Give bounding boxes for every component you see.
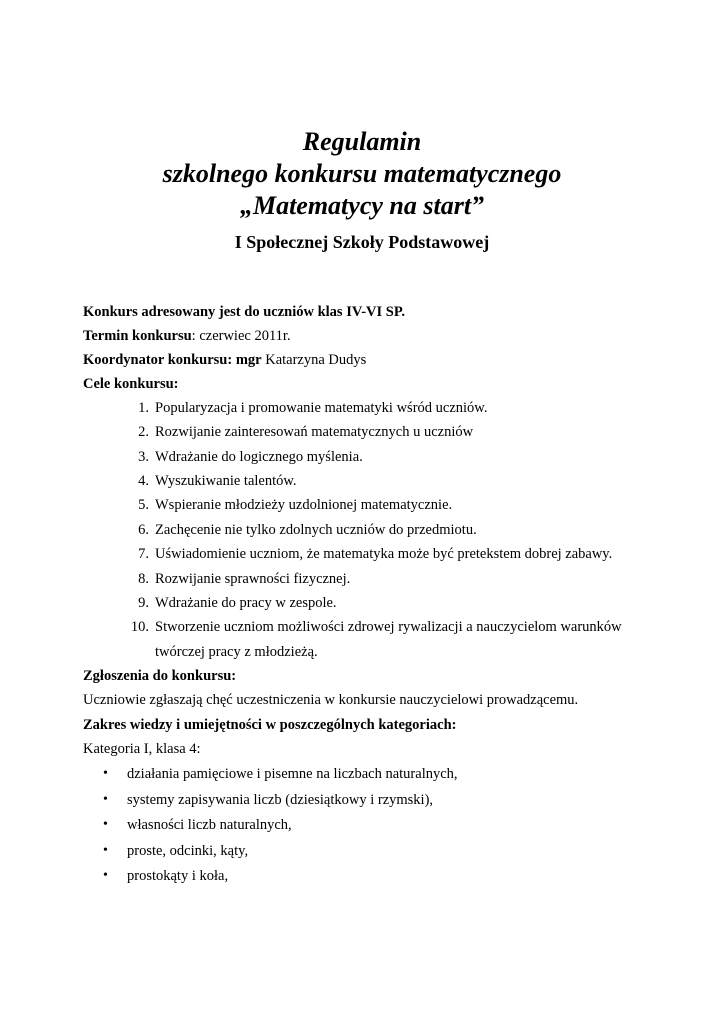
goal-item: Popularyzacja i promowanie matematyki wśród uczniów. [155,400,488,416]
goal-item: Uświadomienie uczniom, że matematyka może być pretekstem dobrej zabawy. [155,546,613,562]
registration-text: Uczniowie zgłaszają chęć uczestniczenia w konkursie nauczycielowi prowadzącemu. [83,692,579,708]
goal-number: 2. [138,424,149,440]
term-line [83,326,291,346]
goal-item: Wyszukiwanie talentów. [155,473,297,489]
bullet-icon: • [103,817,108,832]
goals-heading: Cele konkursu: [83,376,179,392]
title-line-2: szkolnego konkursu matematycznego [162,159,562,188]
term-label: Termin konkursu [83,328,192,344]
goal-item: Wdrażanie do pracy w zespole. [155,595,337,611]
goal-number: 3. [138,449,149,465]
list-item: działania pamięciowe i pisemne na liczbach naturalnych, [127,766,458,782]
scope-heading: Zakres wiedzy i umiejętności w poszczególnych kategoriach: [83,717,457,733]
list-item: systemy zapisywania liczb (dziesiątkowy i rzymski), [127,792,434,808]
goal-item: Wspieranie młodzieży uzdolnionej matematycznie. [155,497,453,513]
goal-number: 1. [138,400,149,416]
goal-number: 6. [138,522,149,538]
goal-item: Zachęcenie nie tylko zdolnych uczniów do przedmiotu. [155,522,477,538]
goal-item: Rozwijanie sprawności fizycznej. [155,571,351,587]
document-subtitle: I Społecznej Szkoły Podstawowej [234,232,490,252]
bullet-icon: • [103,843,108,858]
registration-heading: Zgłoszenia do konkursu: [83,668,237,684]
document-title [0,126,724,222]
term-value: : czerwiec 2011r. [191,328,291,344]
goal-item-continuation: twórczej pracy z młodzieżą. [155,644,318,660]
goal-item: Stworzenie uczniom możliwości zdrowej rywalizacji a nauczycielom warunków [155,619,622,635]
goal-number: 10. [130,619,149,635]
coordinator-line [83,350,366,370]
goal-number: 4. [138,473,149,489]
title-line-3: „Matematycy na start” [239,191,485,220]
list-item: prostokąty i koła, [127,868,229,884]
bullet-icon: • [103,868,108,883]
list-item: własności liczb naturalnych, [127,817,292,833]
goal-number: 9. [138,595,149,611]
coordinator-label: Koordynator konkursu: mgr [83,352,262,368]
audience-line: Konkurs adresowany jest do uczniów klas IV-VI SP. [83,304,406,320]
goal-item: Wdrażanie do logicznego myślenia. [155,449,363,465]
goal-number: 7. [138,546,149,562]
bullet-icon: • [103,766,108,781]
goal-number: 5. [138,497,149,513]
goal-item: Rozwijanie zainteresowań matematycznych u uczniów [155,424,474,440]
list-item: proste, odcinki, kąty, [127,843,249,859]
bullet-icon: • [103,792,108,807]
coordinator-value: Katarzyna Dudys [261,352,367,368]
goal-number: 8. [138,571,149,587]
category-1-label: Kategoria I, klasa 4: [83,741,201,757]
title-line-1: Regulamin [302,127,422,156]
